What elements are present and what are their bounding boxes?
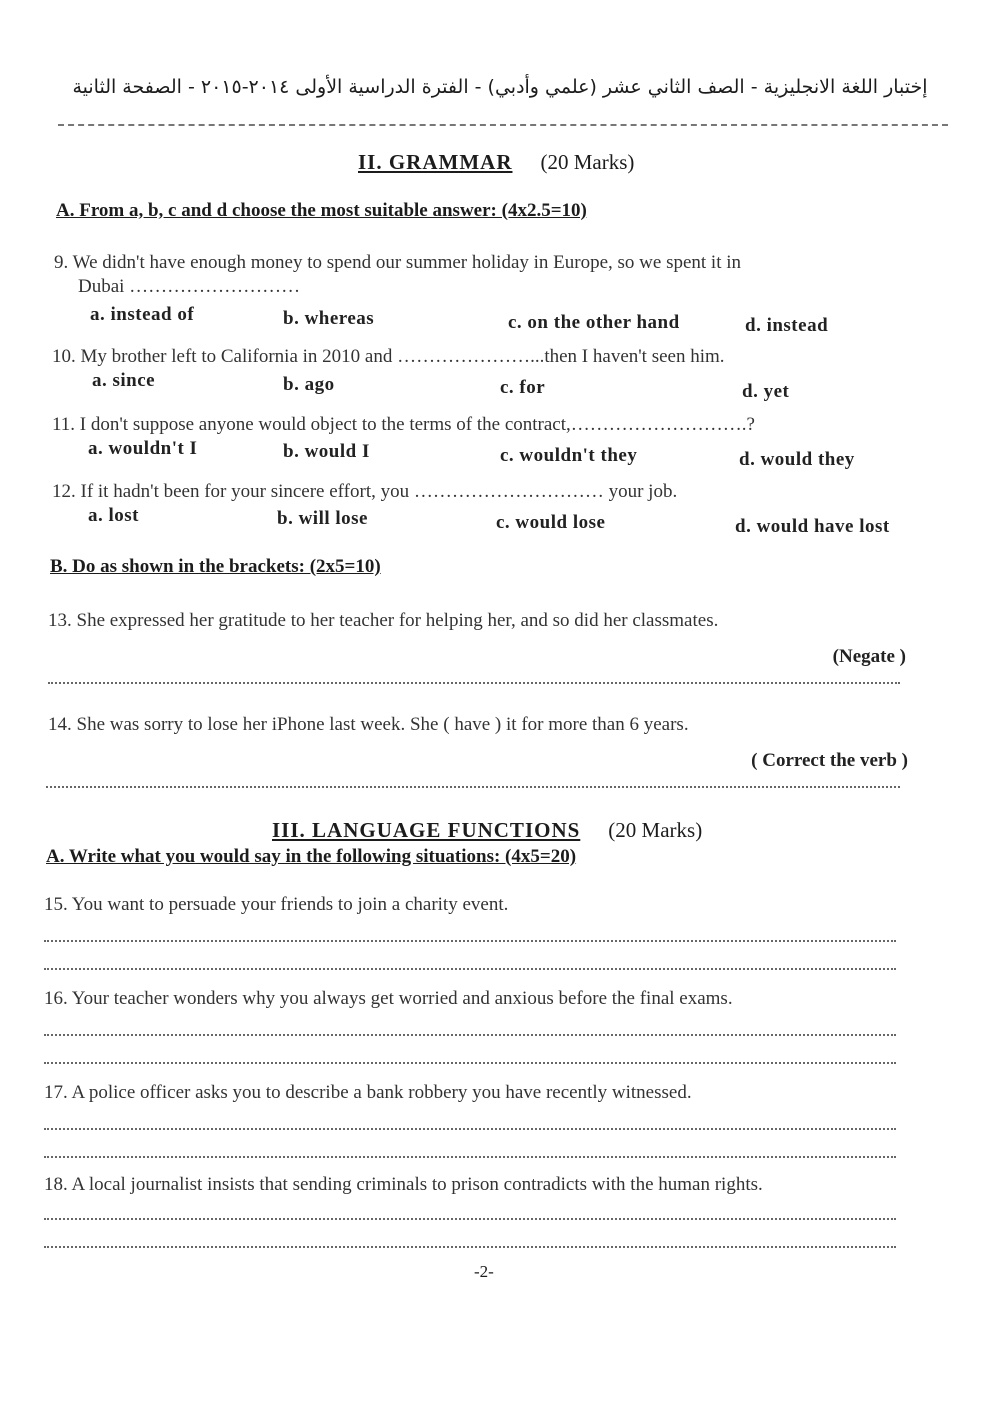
question-10-option-d[interactable]: d. yet <box>742 381 790 402</box>
question-15-answer-line-1[interactable] <box>44 940 896 942</box>
question-14-text: 14. She was sorry to lose her iPhone last week. She ( have ) it for more than 6 years. <box>48 714 689 735</box>
language-functions-part-a-heading: A. Write what you would say in the following situations: (4x5=20) <box>46 846 577 867</box>
question-18-answer-line-1[interactable] <box>44 1218 896 1220</box>
question-17-answer-line-1[interactable] <box>44 1128 896 1130</box>
question-13-text: 13. She expressed her gratitude to her teacher for helping her, and so did her classmates. <box>48 610 719 631</box>
question-12-option-a[interactable]: a. lost <box>88 505 139 526</box>
question-10-option-c[interactable]: c. for <box>500 377 546 398</box>
question-14-instruction: ( Correct the verb ) <box>751 750 908 771</box>
question-17-text: 17. A police officer asks you to describe a bank robbery you have recently witnessed. <box>44 1082 692 1103</box>
question-14-answer-line[interactable] <box>46 786 900 788</box>
question-10-text: 10. My brother left to California in 2010 and …………………...then I haven't seen him. <box>52 346 725 367</box>
question-9-line1: 9. We didn't have enough money to spend our summer holiday in Europe, so we spent it in <box>54 252 742 273</box>
question-17-answer-line-2[interactable] <box>44 1156 896 1158</box>
question-13-instruction: (Negate ) <box>832 646 906 667</box>
grammar-section-title <box>358 150 634 175</box>
question-11-option-d[interactable]: d. would they <box>739 449 855 470</box>
question-9-option-d[interactable]: d. instead <box>745 315 829 336</box>
question-11-option-a[interactable]: a. wouldn't I <box>88 438 198 459</box>
question-15-answer-line-2[interactable] <box>44 968 896 970</box>
language-functions-title-text: III. LANGUAGE FUNCTIONS <box>272 818 581 842</box>
question-12-option-b[interactable]: b. will lose <box>277 508 368 529</box>
grammar-part-a-heading: A. From a, b, c and d choose the most suitable answer: (4x2.5=10) <box>56 200 587 221</box>
language-functions-marks: (20 Marks) <box>608 818 703 842</box>
question-18-answer-line-2[interactable] <box>44 1246 896 1248</box>
question-12-option-d[interactable]: d. would have lost <box>735 516 890 537</box>
question-16-answer-line-2[interactable] <box>44 1062 896 1064</box>
question-12-option-c[interactable]: c. would lose <box>496 512 606 533</box>
question-15-text: 15. You want to persuade your friends to join a charity event. <box>44 894 509 915</box>
grammar-marks: (20 Marks) <box>540 150 635 174</box>
question-10-option-a[interactable]: a. since <box>92 370 156 391</box>
question-11-text: 11. I don't suppose anyone would object to the terms of the contract,……………………….? <box>52 414 755 435</box>
question-11-option-b[interactable]: b. would I <box>283 441 370 462</box>
header-divider <box>58 124 948 126</box>
question-16-text: 16. Your teacher wonders why you always get worried and anxious before the final exams. <box>44 988 733 1009</box>
grammar-part-b-heading: B. Do as shown in the brackets: (2x5=10) <box>50 556 381 577</box>
question-13-answer-line[interactable] <box>48 682 900 684</box>
question-11-option-c[interactable]: c. wouldn't they <box>500 445 638 466</box>
question-10-option-b[interactable]: b. ago <box>283 374 335 395</box>
grammar-title-text: II. GRAMMAR <box>358 150 513 174</box>
question-9-line2: Dubai ……………………… <box>78 276 301 297</box>
question-9-option-a[interactable]: a. instead of <box>90 304 195 325</box>
exam-header-arabic: إختبار اللغة الانجليزية - الصف الثاني عشر (علمي وأدبي) - الفترة الدراسية الأولى ٢٠١٤-٢٠١٥ - الصفحة الثانية <box>72 76 928 98</box>
question-9-option-c[interactable]: c. on the other hand <box>508 312 680 333</box>
question-18-text: 18. A local journalist insists that sending criminals to prison contradicts with the human rights. <box>44 1174 763 1195</box>
language-functions-title <box>272 818 702 843</box>
question-12-text: 12. If it hadn't been for your sincere effort, you ………………………… your job. <box>52 481 678 502</box>
question-16-answer-line-1[interactable] <box>44 1034 896 1036</box>
page-number: -2- <box>474 1262 494 1281</box>
question-9-option-b[interactable]: b. whereas <box>283 308 375 329</box>
